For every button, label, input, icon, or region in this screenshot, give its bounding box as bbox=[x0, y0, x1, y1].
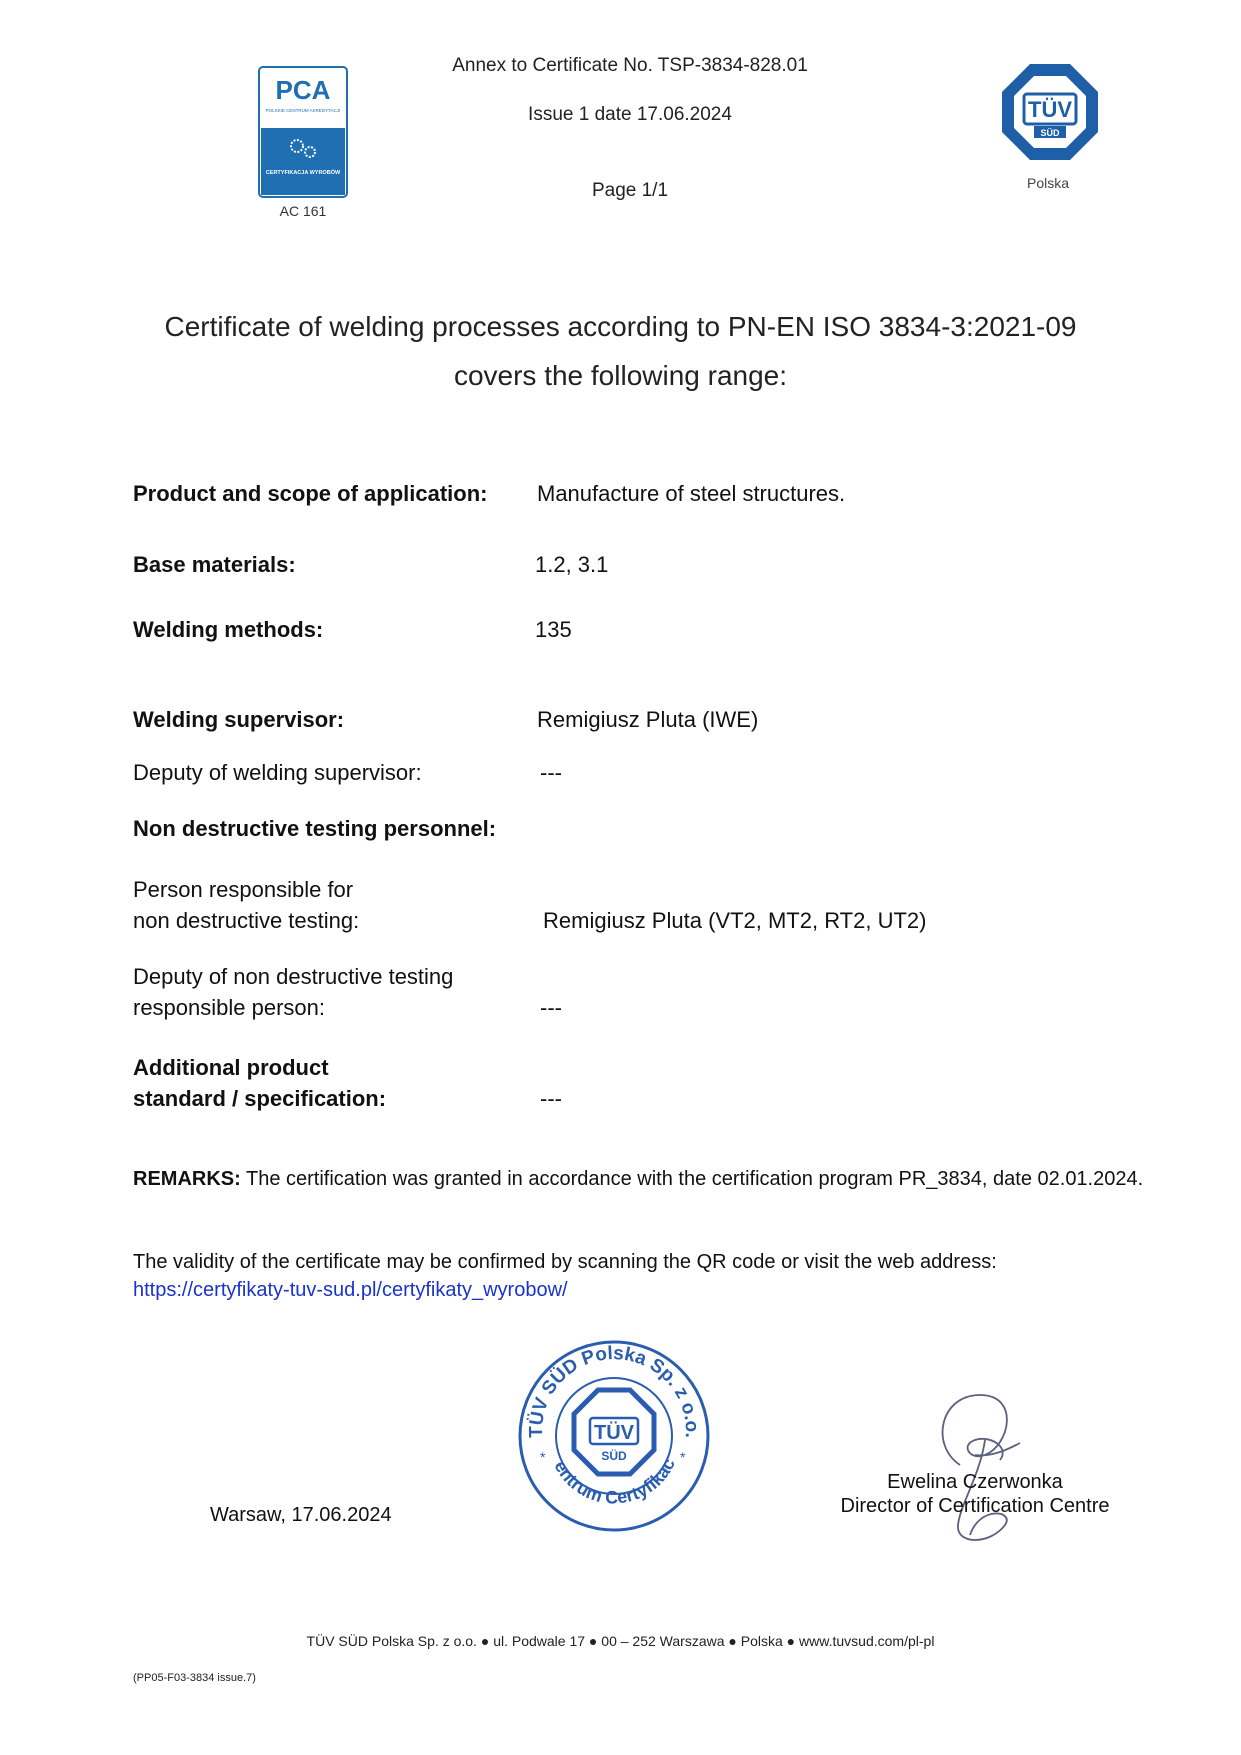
base-materials-label: Base materials: bbox=[133, 552, 296, 577]
ndt-person-label-line-1: Person responsible for bbox=[133, 877, 354, 902]
validity-text: The validity of the certificate may be confirmed by scanning the QR code or visit the web address: bbox=[133, 1251, 997, 1273]
pca-logo-graphic bbox=[258, 66, 350, 221]
additional-label-line-1: Additional product bbox=[133, 1055, 329, 1080]
ndt-person-label bbox=[133, 874, 359, 936]
signer-title: Director of Certification Centre bbox=[840, 1495, 1110, 1517]
title-line-2: covers the following range: bbox=[453, 360, 788, 391]
signature bbox=[930, 1385, 1040, 1550]
bullet-icon: ● bbox=[782, 1633, 800, 1649]
deputy-supervisor-label: Deputy of welding supervisor: bbox=[133, 760, 422, 785]
footer-city: 00 – 252 Warszawa bbox=[601, 1633, 725, 1649]
svg-text:*: * bbox=[680, 1449, 686, 1465]
welding-methods-label: Welding methods: bbox=[133, 617, 324, 642]
place-and-date: Warsaw, 17.06.2024 bbox=[210, 1504, 392, 1526]
remarks bbox=[133, 1168, 1143, 1191]
tuv-logo bbox=[1000, 62, 1100, 197]
footer-web[interactable]: www.tuvsud.com/pl-pl bbox=[799, 1633, 935, 1649]
footer-company: TÜV SÜD Polska Sp. z o.o. bbox=[306, 1633, 477, 1649]
signer-name: Ewelina Czerwonka bbox=[887, 1471, 1063, 1493]
footer-street: ul. Podwale 17 bbox=[493, 1633, 586, 1649]
svg-text:Polska: Polska bbox=[1026, 175, 1070, 191]
deputy-supervisor-value: --- bbox=[540, 760, 562, 785]
ndt-deputy-label-line-2: responsible person: bbox=[133, 995, 326, 1020]
welding-supervisor-value: Remigiusz Pluta (IWE) bbox=[537, 707, 759, 732]
validity-link[interactable]: https://certyfikaty-tuv-sud.pl/certyfikaty_wyrobow/ bbox=[133, 1279, 568, 1301]
footer-country: Polska bbox=[740, 1633, 783, 1649]
welding-supervisor-label: Welding supervisor: bbox=[133, 707, 345, 732]
certificate-title bbox=[0, 302, 1241, 400]
additional-standard-value: --- bbox=[540, 1086, 562, 1111]
svg-text:POLSKIE CENTRUM AKREDYTACJI: POLSKIE CENTRUM AKREDYTACJI bbox=[265, 108, 341, 113]
annex-number: Annex to Certificate No. TSP-3834-828.01 bbox=[452, 55, 808, 76]
svg-text:*: * bbox=[540, 1449, 546, 1465]
ndt-person-value: Remigiusz Pluta (VT2, MT2, RT2, UT2) bbox=[543, 908, 927, 933]
issue-date: Issue 1 date 17.06.2024 bbox=[528, 104, 732, 125]
ndt-personnel-heading: Non destructive testing personnel: bbox=[133, 816, 497, 841]
tuv-logo-graphic bbox=[1000, 62, 1100, 197]
svg-text:CERTYFIKACJA WYROBÓW: CERTYFIKACJA WYROBÓW bbox=[265, 170, 341, 176]
base-materials-value: 1.2, 3.1 bbox=[535, 552, 609, 577]
svg-text:Centrum Certyfikacji: entrum Certyfikac bbox=[550, 1455, 679, 1508]
stamp-graphic bbox=[516, 1338, 712, 1534]
footer-address bbox=[0, 1633, 1241, 1649]
product-value: Manufacture of steel structures. bbox=[537, 481, 846, 506]
title-line-1: Certificate of welding processes according to PN-EN ISO 3834-3:2021-09 bbox=[164, 311, 1077, 342]
ndt-person-label-line-2: non destructive testing: bbox=[133, 908, 360, 933]
company-stamp bbox=[516, 1338, 712, 1534]
additional-label-line-2: standard / specification: bbox=[133, 1086, 387, 1111]
welding-methods-value: 135 bbox=[535, 617, 572, 642]
remarks-label: REMARKS: bbox=[133, 1168, 241, 1190]
svg-text:SÜD: SÜD bbox=[1040, 128, 1060, 138]
additional-standard-label bbox=[133, 1052, 386, 1114]
remarks-text: The certification was granted in accordance with the certification program PR_3834, date 02.01.2024. bbox=[240, 1168, 1144, 1190]
ndt-deputy-label-line-1: Deputy of non destructive testing bbox=[133, 964, 454, 989]
page-number: Page 1/1 bbox=[591, 180, 669, 201]
form-code: (PP05-F03-3834 issue.7) bbox=[133, 1672, 256, 1684]
product-label: Product and scope of application: bbox=[133, 481, 488, 506]
bullet-icon: ● bbox=[585, 1633, 602, 1649]
bullet-icon: ● bbox=[724, 1633, 741, 1649]
svg-text:TÜV: TÜV bbox=[1028, 97, 1072, 122]
bullet-icon: ● bbox=[476, 1633, 494, 1649]
svg-text:PCA: PCA bbox=[275, 75, 331, 105]
signature-graphic bbox=[930, 1385, 1040, 1550]
pca-logo bbox=[258, 66, 350, 221]
svg-text:SÜD: SÜD bbox=[601, 1449, 627, 1463]
ndt-deputy-value: --- bbox=[540, 995, 562, 1020]
ndt-deputy-label bbox=[133, 961, 453, 1023]
svg-text:TÜV SÜD Polska Sp. z o.o.: TÜV SÜD Polska Sp. z o.o. bbox=[525, 1342, 703, 1439]
svg-text:TÜV: TÜV bbox=[594, 1422, 634, 1444]
svg-text:AC 161: AC 161 bbox=[279, 203, 327, 219]
signer-block bbox=[800, 1470, 1150, 1518]
